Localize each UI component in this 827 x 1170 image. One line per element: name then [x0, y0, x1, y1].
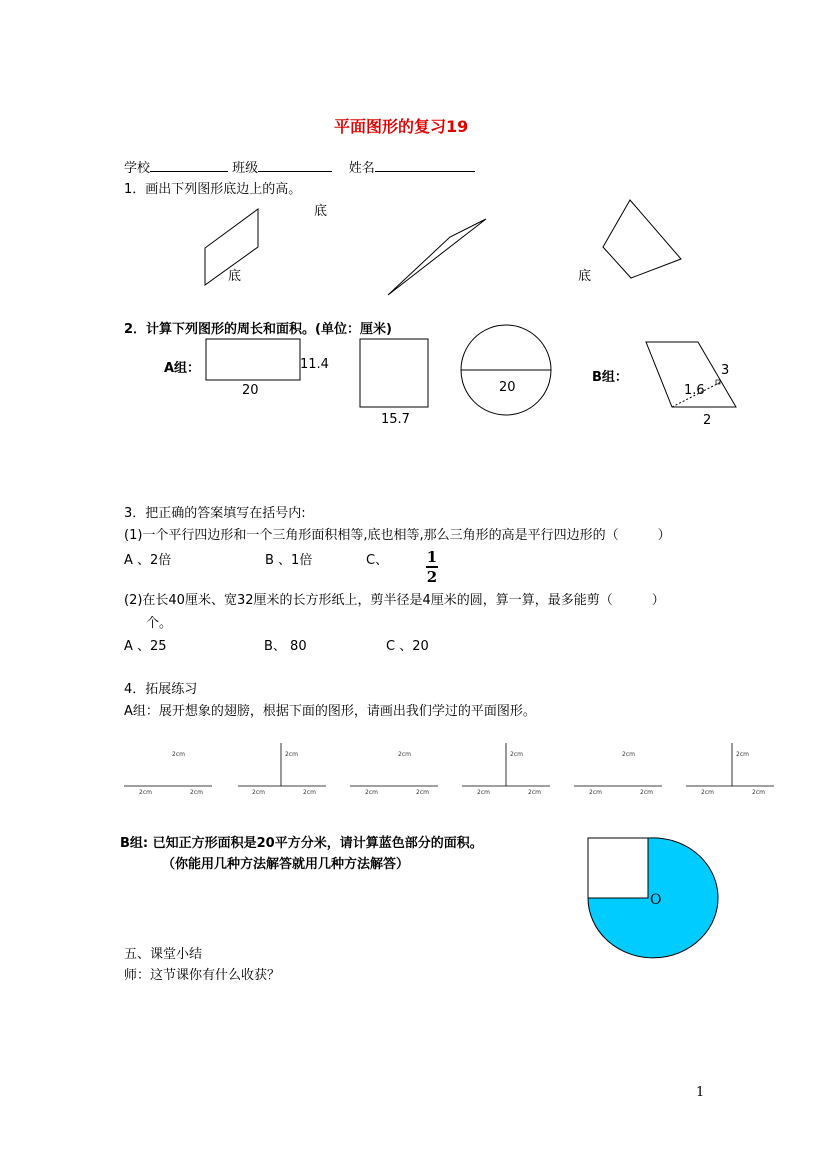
q2-groupB: B组：: [592, 370, 628, 385]
q1-base-label-1: 底: [314, 204, 328, 219]
para-side: 3: [721, 363, 730, 378]
q2-groupA: A组：: [164, 361, 201, 376]
tiny-label: 2cm: [172, 751, 185, 758]
tiny-label: 2cm: [303, 789, 316, 796]
q3-p1: (1)一个平行四边形和一个三角形面积相等,底也相等,那么三角形的高是平行四边形的（ ）: [124, 528, 671, 543]
tiny-label: 2cm: [752, 789, 765, 796]
tiny-label: 2cm: [701, 789, 714, 796]
q4-square: [588, 838, 648, 898]
q3-p2-option-c[interactable]: C 、20: [386, 639, 429, 654]
page-number: 1: [696, 1085, 705, 1100]
tiny-label: 2cm: [736, 751, 749, 758]
class-label: 班级: [232, 161, 259, 176]
tiny-label: 2cm: [416, 789, 429, 796]
rect-width: 20: [242, 383, 259, 398]
tiny-label: 2cm: [622, 751, 635, 758]
q3-p1-option-c[interactable]: C、: [366, 553, 389, 568]
tiny-label: 2cm: [640, 789, 653, 796]
q1-base-label-3: 底: [578, 269, 592, 284]
para-height: 1.6: [684, 383, 705, 398]
q4-groupB: B组: 已知正方形面积是20平方分米，请计算蓝色部分的面积。: [120, 836, 483, 851]
q3-text: 3．把正确的答案填写在括号内:: [124, 506, 306, 521]
q3-p2-cont: 个。: [146, 616, 173, 631]
q3-p1-option-b[interactable]: B 、1倍: [265, 553, 313, 568]
q4-text: 4．拓展练习: [124, 682, 198, 697]
square-side: 15.7: [381, 412, 410, 427]
circle-diameter: 20: [499, 380, 516, 395]
center-label: O: [650, 892, 662, 908]
tiny-label: 2cm: [190, 789, 203, 796]
tiny-label: 2cm: [398, 751, 411, 758]
tiny-label: 2cm: [510, 751, 523, 758]
fraction-denominator: 2: [426, 568, 438, 586]
summary-heading: 五、课堂小结: [124, 947, 203, 962]
summary-line: 师：这节课你有什么收获？: [124, 968, 281, 983]
para-base: 2: [703, 413, 712, 428]
tiny-label: 2cm: [139, 789, 152, 796]
fraction-numerator: 1: [426, 548, 438, 566]
name-label: 姓名: [348, 161, 375, 176]
q3-p2-option-a[interactable]: A 、25: [124, 639, 167, 654]
rect-height: 11.4: [300, 357, 329, 372]
school-label: 学校: [124, 161, 151, 176]
q4-groupA: A组：展开想象的翅膀，根据下面的图形，请画出我们学过的平面图形。: [124, 704, 536, 719]
q1-base-label-2: 底: [228, 269, 242, 284]
page-title: 平面图形的复习19: [334, 117, 469, 136]
q1-text: 1．画出下列图形底边上的高。: [124, 182, 302, 197]
q3-p2: (2)在长40厘米、宽32厘米的长方形纸上，剪半径是4厘米的圆，算一算，最多能剪（ ）: [124, 593, 665, 608]
tiny-label: 2cm: [528, 789, 541, 796]
tiny-label: 2cm: [589, 789, 602, 796]
tiny-label: 2cm: [285, 751, 298, 758]
q2-text: 2．计算下列图形的周长和面积。(单位：厘米): [124, 322, 392, 337]
q3-p1-option-a[interactable]: A 、2倍: [124, 553, 172, 568]
tiny-label: 2cm: [477, 789, 490, 796]
q3-p2-option-b[interactable]: B、 80: [264, 639, 307, 654]
tiny-label: 2cm: [365, 789, 378, 796]
q4-groupB-note: （你能用几种方法解答就用几种方法解答）: [162, 857, 410, 872]
tiny-label: 2cm: [252, 789, 265, 796]
